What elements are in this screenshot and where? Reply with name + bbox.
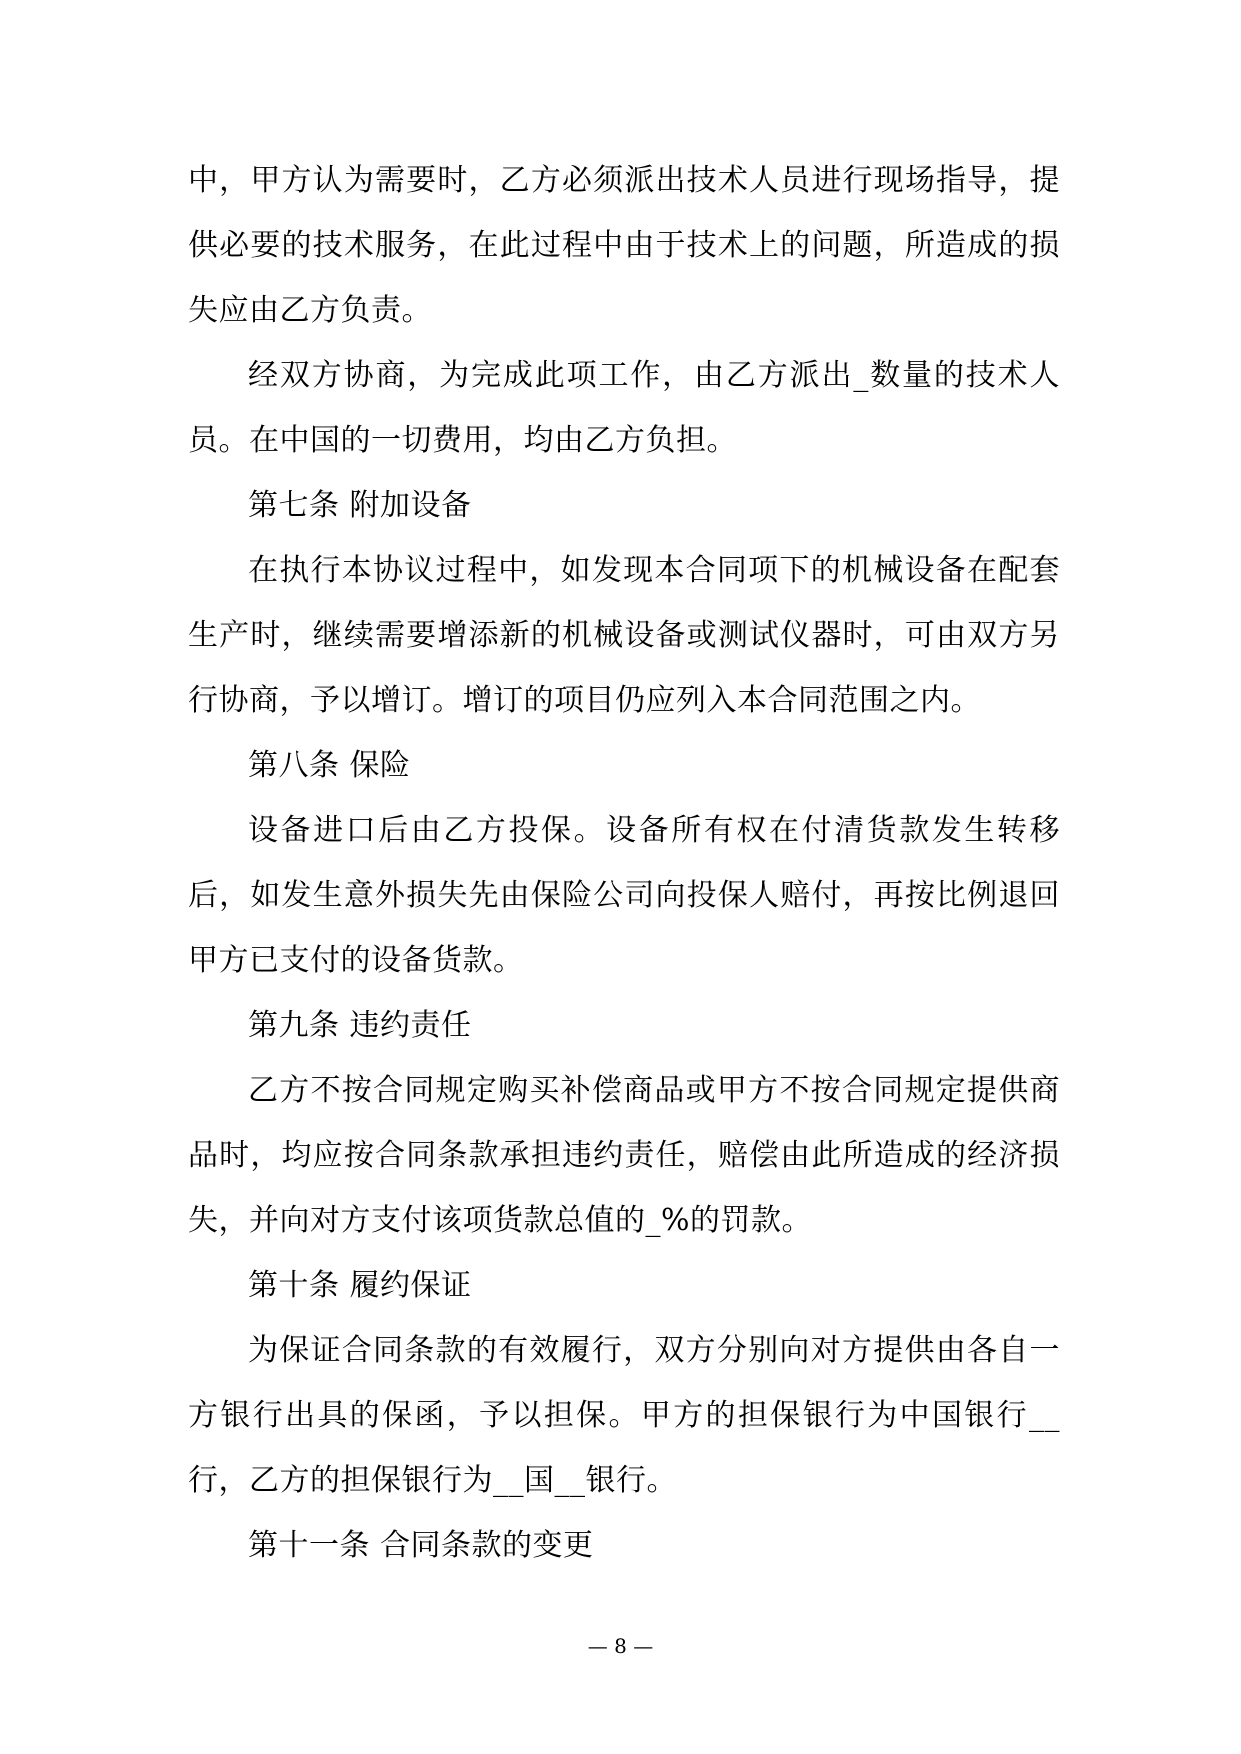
article-heading-7: 第七条 附加设备 (248, 488, 472, 523)
article-heading-10: 第十条 履约保证 (248, 1268, 472, 1303)
page-number: — 8 — (587, 1634, 654, 1658)
paragraph-additional-equipment: 在执行本协议过程中，如发现本合同项下的机械设备在配套生产时，继续需要增添新的机械设备或测试仪器时，可由双方另行协商，予以增订。增订的项目仍应列入本合同范围之内。 (188, 553, 1060, 718)
article-heading-9: 第九条 违约责任 (248, 1008, 472, 1043)
paragraph-technicians: 经双方协商，为完成此项工作，由乙方派出_数量的技术人员。在中国的一切费用，均由乙方负担。 (188, 358, 1060, 458)
paragraph-insurance: 设备进口后由乙方投保。设备所有权在付清货款发生转移后，如发生意外损失先由保险公司向投保人赔付，再按比例退回甲方已支付的设备货款。 (188, 813, 1060, 978)
article-heading-11: 第十一条 合同条款的变更 (248, 1528, 594, 1563)
paragraph-continued: 中，甲方认为需要时，乙方必须派出技术人员进行现场指导，提供必要的技术服务，在此过程中由于技术上的问题，所造成的损失应由乙方负责。 (188, 163, 1060, 328)
paragraph-performance-guarantee: 为保证合同条款的有效履行，双方分别向对方提供由各自一方银行出具的保函，予以担保。甲方的担保银行为中国银行__行，乙方的担保银行为__国__银行。 (188, 1333, 1060, 1498)
document-body (188, 148, 1060, 1578)
paragraph-liability: 乙方不按合同规定购买补偿商品或甲方不按合同规定提供商品时，均应按合同条款承担违约责任，赔偿由此所造成的经济损失，并向对方支付该项货款总值的_%的罚款。 (188, 1073, 1060, 1238)
article-heading-8: 第八条 保险 (248, 748, 411, 783)
